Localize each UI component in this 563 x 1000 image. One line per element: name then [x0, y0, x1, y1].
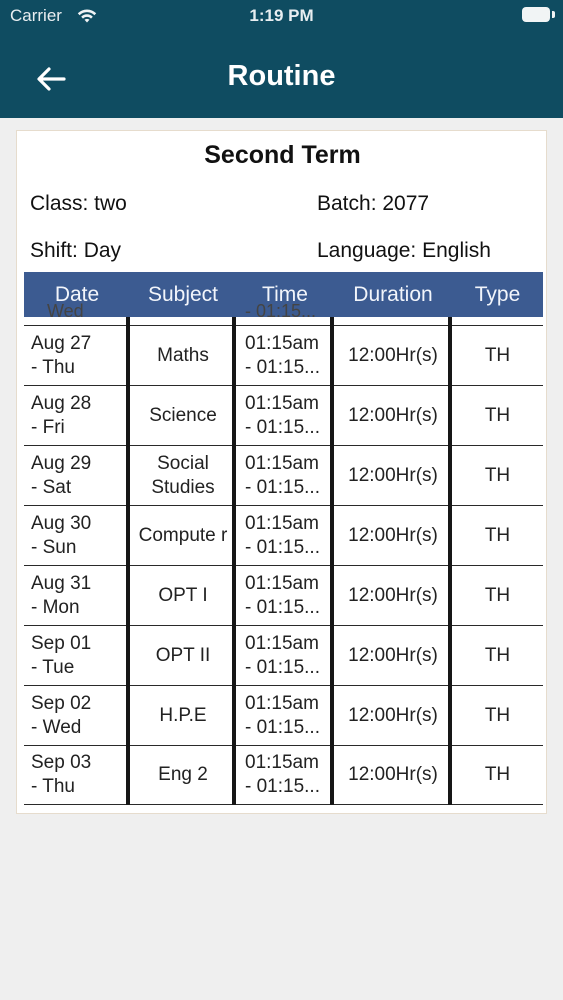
page-title: Routine	[227, 60, 336, 92]
cell-subject: Eng 2	[158, 764, 208, 785]
routine-card	[16, 130, 547, 814]
column-divider	[330, 317, 334, 805]
class-info: Class: two	[30, 192, 127, 215]
table-body[interactable]	[24, 301, 543, 805]
column-divider	[232, 317, 236, 805]
cell-duration: 12:00Hr(s)	[348, 464, 438, 486]
table-rows	[24, 325, 543, 805]
cell-duration: 12:00Hr(s)	[348, 404, 438, 426]
cell-type: TH	[484, 524, 511, 546]
cell-duration: 12:00Hr(s)	[348, 764, 438, 785]
cell-subject: Maths	[157, 344, 209, 366]
partial-date: Wed	[47, 301, 84, 321]
cell-date: Aug 29 - Sat	[31, 452, 92, 498]
batch-info: Batch: 2077	[317, 192, 430, 215]
battery-tip	[552, 11, 555, 18]
table-row[interactable]	[24, 745, 543, 805]
app-header	[0, 0, 563, 118]
cell-time: 01:15am - 01:15...	[245, 512, 320, 558]
battery-icon	[522, 7, 550, 22]
carrier-label: Carrier	[10, 6, 62, 25]
cell-subject: H.P.E	[159, 704, 207, 726]
cell-time: 01:15am - 01:15...	[245, 692, 320, 738]
column-header-date: Date	[54, 282, 100, 306]
cell-duration: 12:00Hr(s)	[348, 344, 438, 366]
table-row[interactable]	[24, 685, 543, 745]
column-header-type: Type	[474, 282, 521, 306]
cell-time: 01:15am - 01:15...	[245, 332, 320, 378]
cell-time: 01:15am - 01:15...	[245, 392, 320, 438]
shift-info: Shift: Day	[30, 239, 122, 262]
partial-time: - 01:15...	[245, 301, 317, 321]
table-row[interactable]	[24, 385, 543, 445]
column-divider	[126, 317, 130, 805]
cell-date: Sep 02 - Wed	[31, 692, 92, 738]
status-time: 1:19 PM	[249, 6, 314, 25]
cell-time: 01:15am - 01:15...	[245, 572, 320, 618]
cell-time: 01:15am - 01:15...	[245, 752, 320, 797]
cell-duration: 12:00Hr(s)	[348, 704, 438, 726]
language-info: Language: English	[317, 239, 491, 262]
table-row[interactable]	[24, 445, 543, 505]
cell-date: Aug 27 - Thu	[31, 332, 92, 378]
term-title: Second Term	[204, 141, 361, 169]
status-bar	[0, 0, 563, 32]
partial-subject	[130, 309, 236, 323]
cell-duration: 12:00Hr(s)	[348, 584, 438, 606]
cell-type: TH	[484, 404, 511, 426]
cell-duration: 12:00Hr(s)	[348, 524, 438, 546]
cell-subject: Social Studies	[151, 452, 215, 498]
table-row[interactable]	[24, 625, 543, 685]
cell-subject: Compute r	[138, 524, 228, 546]
cell-subject: OPT I	[158, 584, 208, 606]
routine-table[interactable]	[24, 272, 543, 805]
column-header-subject: Subject	[147, 282, 219, 306]
cell-subject: Science	[149, 404, 217, 426]
cell-subject: OPT II	[155, 644, 211, 666]
cell-type: TH	[484, 344, 511, 366]
cell-type: TH	[484, 764, 511, 785]
column-divider	[448, 317, 452, 805]
column-header-duration: Duration	[353, 282, 433, 306]
cell-type: TH	[484, 464, 511, 486]
table-row[interactable]	[24, 565, 543, 625]
cell-time: 01:15am - 01:15...	[245, 452, 320, 498]
cell-type: TH	[484, 704, 511, 726]
cell-date: Sep 03 - Thu	[31, 752, 92, 797]
cell-type: TH	[484, 644, 511, 666]
cell-time: 01:15am - 01:15...	[245, 632, 320, 678]
table-row[interactable]	[24, 325, 543, 385]
partial-row	[24, 301, 543, 323]
cell-date: Sep 01 - Tue	[31, 632, 92, 678]
cell-date: Aug 30 - Sun	[31, 512, 92, 558]
cell-date: Aug 31 - Mon	[31, 572, 92, 618]
table-row[interactable]	[24, 505, 543, 565]
cell-type: TH	[484, 584, 511, 606]
column-header-time: Time	[262, 282, 308, 306]
cell-date: Aug 28 - Fri	[31, 392, 92, 438]
cell-duration: 12:00Hr(s)	[348, 644, 438, 666]
